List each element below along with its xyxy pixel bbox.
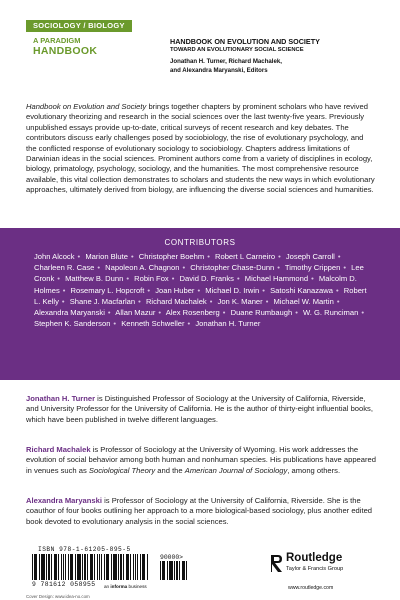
contributor-name: Michael W. Martin [273, 296, 334, 306]
bio-text: is Distinguished Professor of Sociology at the University of California, Riverside, and University Professor for the University of California. He is the author of thirty-eight influential books, which have been published in twelve different languages. [26, 394, 373, 424]
contributor-name: Jon K. Maner [217, 296, 263, 306]
informa-suffix: business [127, 584, 147, 589]
price-code: 90000> [160, 554, 184, 561]
separator-dot: • [113, 319, 117, 329]
barcode-bar [126, 554, 127, 580]
editors-line-2: and Alexandra Maryanski, Editors [170, 67, 268, 74]
contributor-name: W. G. Runciman [303, 308, 359, 318]
separator-dot: • [77, 252, 81, 261]
contributor-name: Timothy Crippen [284, 263, 341, 273]
barcode-bar [130, 554, 131, 580]
barcode-bar [144, 554, 145, 580]
journal-title: Sociological Theory [88, 465, 156, 475]
contributor-name: Christopher Boehm [138, 252, 205, 261]
barcode-bar [65, 554, 66, 580]
barcode-bar [133, 554, 134, 580]
separator-dot: • [336, 296, 340, 306]
contributor-name: Kenneth Schweller [121, 319, 185, 329]
barcode-bar [171, 561, 172, 580]
series-name: HANDBOOK [33, 45, 98, 57]
barcode-bar [140, 554, 141, 580]
barcode-bar [115, 554, 116, 580]
contributor-name: Rosemary L. Hopcroft [70, 285, 145, 295]
separator-dot: • [62, 285, 66, 295]
contributor-name: Robert L. Kelly [34, 285, 367, 306]
separator-dot: • [187, 319, 191, 329]
bio-text: is Professor of Sociology at the University of California, Riverside. She is the coauthor of four books outlining her approach to a more biological-based sociology, plus another edited book devoted to evolutionary analysis in the social sciences. [26, 496, 373, 526]
barcode-bar [43, 554, 44, 580]
separator-dot: • [222, 308, 226, 318]
barcode-bar [164, 561, 165, 580]
separator-dot: • [207, 252, 210, 261]
contributor-name: Michael Hammond [244, 274, 309, 284]
barcode-bar [147, 554, 148, 580]
barcode-bar [46, 554, 47, 580]
contributor-name: Joan Huber [155, 285, 195, 295]
separator-dot: • [126, 274, 129, 284]
book-editors [170, 57, 385, 75]
category-label: SOCIOLOGY / BIOLOGY [26, 20, 132, 32]
contributor-name: Alexandra Maryanski [34, 308, 105, 318]
barcode-digits: 9 781612 058955 [32, 581, 96, 588]
contributor-name: Allan Mazur [115, 308, 156, 318]
informa-prefix: an [104, 584, 111, 589]
barcode-bar [61, 554, 62, 580]
separator-dot: • [171, 274, 175, 284]
bio-maryanski [26, 496, 376, 527]
separator-dot: • [337, 252, 341, 261]
barcode-bar [36, 554, 37, 580]
series-label: A PARADIGM [33, 36, 81, 45]
bio-name: Alexandra Maryanski [26, 496, 102, 505]
barcode-bar [87, 554, 88, 580]
bio-text: and the [155, 465, 185, 475]
separator-dot: • [147, 285, 151, 295]
publisher-name: Routledge [286, 552, 343, 564]
barcode-bar [101, 554, 102, 580]
contributor-name: Joseph Carroll [285, 252, 335, 261]
barcode-bar [97, 554, 98, 580]
contributor-name: Michael D. Irwin [205, 285, 260, 295]
routledge-logo-icon [270, 554, 283, 573]
contributors-heading: CONTRIBUTORS [164, 238, 236, 247]
description-book-title: Handbook on Evolution and Society [26, 102, 147, 111]
publisher-group: Taylor & Francis Group [286, 566, 344, 572]
contributor-name: John Alcock [34, 252, 75, 261]
bio-name: Richard Machalek [26, 445, 91, 454]
barcode-bar [39, 554, 40, 580]
separator-dot: • [262, 285, 265, 295]
separator-dot: • [197, 285, 201, 295]
contributor-name: Duane Rumbaugh [230, 308, 293, 318]
barcode-bar [167, 561, 168, 580]
book-description [26, 102, 376, 196]
barcode-bars [32, 554, 150, 580]
barcode-bar [58, 554, 59, 580]
separator-dot: • [61, 296, 65, 306]
separator-dot: • [158, 308, 162, 318]
barcode-bar [118, 554, 119, 580]
contributor-name: Satoshi Kanazawa [270, 285, 333, 295]
contributor-name: Shane J. Macfarlan [69, 296, 136, 306]
separator-dot: • [361, 308, 364, 318]
contributor-name: Richard Machalek [145, 296, 207, 306]
barcode-bar [160, 561, 161, 580]
contributor-name: Marion Blute [85, 252, 128, 261]
separator-dot: • [277, 263, 280, 273]
contributor-name: Malcolm D. Holmes [34, 274, 357, 295]
barcode-bar [104, 554, 105, 580]
contributor-name: Christopher Chase-Dunn [190, 263, 275, 273]
separator-dot: • [57, 274, 60, 284]
separator-dot: • [335, 285, 339, 295]
isbn-label: ISBN 978-1-61205-895-5 [38, 546, 131, 553]
barcode-bar [90, 554, 91, 580]
separator-dot: • [97, 263, 101, 273]
contributor-name: Charleen R. Case [34, 263, 95, 273]
barcode-bar [75, 554, 76, 580]
barcode-bar [82, 554, 83, 580]
separator-dot: • [311, 274, 314, 284]
barcode-bar [68, 554, 69, 580]
barcode-bar [72, 554, 73, 580]
barcode-bar [174, 561, 175, 580]
separator-dot: • [265, 296, 269, 306]
barcode-bar [94, 554, 95, 580]
contributor-name: Napoleon A. Chagnon [105, 263, 180, 273]
barcode-bar [179, 561, 180, 580]
contributor-name: Robert L Carneiro [215, 252, 276, 261]
bio-text: is Professor of Sociology at the University of Wyoming. His work addresses the evolution of social behavior among both human and nonhuman species. His publications have appeared in venues such as [26, 445, 376, 475]
journal-title: American Journal of Sociology [184, 465, 288, 475]
contributor-name: David D. Franks [179, 274, 234, 284]
contributor-name: Robin Fox [134, 274, 169, 284]
barcode-bar [51, 554, 52, 580]
bio-turner [26, 394, 376, 425]
separator-dot: • [107, 308, 111, 318]
contributors-panel [0, 228, 400, 380]
informa-tagline [104, 584, 147, 589]
separator-dot: • [295, 308, 298, 318]
barcode-bar [32, 554, 33, 580]
barcode-bar [182, 561, 183, 580]
barcode-bar [79, 554, 80, 580]
contributor-name: Jonathan H. Turner [195, 319, 261, 329]
barcode-bar [108, 554, 109, 580]
publisher-url: www.routledge.com [288, 585, 334, 591]
barcode-bar [111, 554, 112, 580]
separator-dot: • [138, 296, 141, 306]
bio-text: , among others. [287, 465, 341, 475]
separator-dot: • [209, 296, 213, 306]
separator-dot: • [182, 263, 186, 273]
barcode-bar [186, 561, 187, 580]
contributor-name: Matthew B. Dunn [65, 274, 124, 284]
editors-line-1: Jonathan H. Turner, Richard Machalek, [170, 58, 282, 65]
contributor-name: Stephen K. Sanderson [34, 319, 111, 329]
barcode-bar [123, 554, 124, 580]
contributors-list [34, 251, 370, 329]
separator-dot: • [130, 252, 134, 261]
price-barcode-bars [160, 561, 188, 580]
separator-dot: • [343, 263, 347, 273]
barcode-bar [137, 554, 138, 580]
contributor-name: Lee Cronk [34, 263, 364, 284]
book-title: HANDBOOK ON EVOLUTION AND SOCIETY [170, 37, 320, 46]
cover-design-credit: Cover Design: www.idea-no.com [26, 594, 90, 599]
bio-name: Jonathan H. Turner [26, 394, 96, 403]
description-text: brings together chapters by prominent scholars who have revived evolutionary theorizing and research in the social sciences over the last twenty-five years. Previously unpublished essays provide up-to-date, critical surveys of recent research and key debates. The contributors discuss early challenges posed by sociobiology, the rise of evolutionary psychology, and the conflicted response of evolutionary sociology to sociobiology. Chapters address limitations of Darwinian ideas in the social sciences. Prominent authors come from a variety of disciplines in ecology, biology, primatology, psychology, sociology, and the humanities. The most comprehensive resource available, this vital collection demonstrates to scholars and students the new ways in which evolutionary approaches, ultimately derived from biology, are influencing the diverse social sciences and humanities. [26, 102, 375, 195]
contributor-name: Alex Rosenberg [165, 308, 220, 318]
informa-brand: informa [110, 584, 128, 589]
bio-machalek [26, 445, 376, 476]
separator-dot: • [236, 274, 240, 284]
barcode-bar [54, 554, 55, 580]
book-subtitle: TOWARD AN EVOLUTIONARY SOCIAL SCIENCE [170, 47, 304, 53]
separator-dot: • [278, 252, 281, 261]
